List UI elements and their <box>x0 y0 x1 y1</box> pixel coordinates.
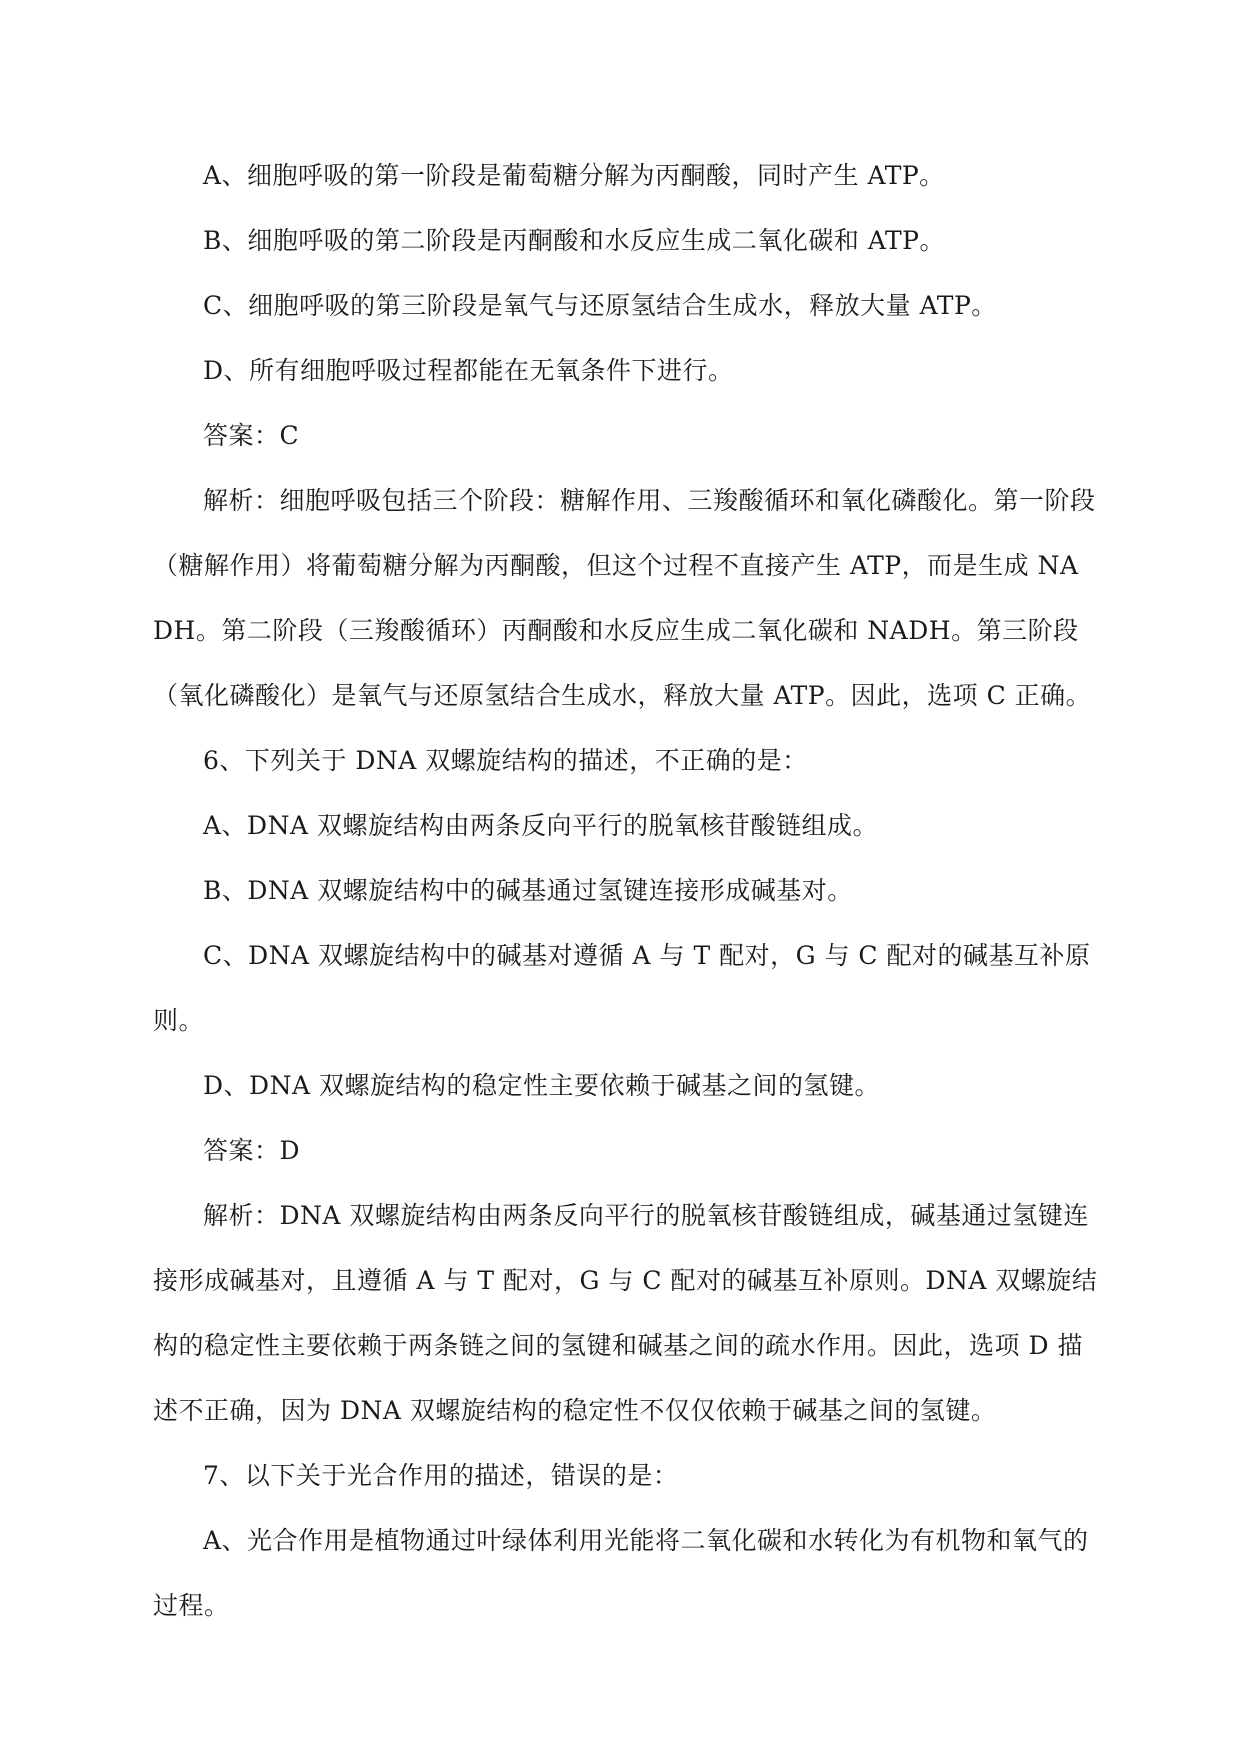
option-a-q7: A、光合作用是植物通过叶绿体利用光能将二氧化碳和水转化为有机物和氧气的过程。 <box>153 1526 1089 1620</box>
option-d-q6: D、DNA 双螺旋结构的稳定性主要依赖于碱基之间的氢键。 <box>203 1071 880 1100</box>
option-b-q5: B、细胞呼吸的第二阶段是丙酮酸和水反应生成二氧化碳和 ATP。 <box>203 226 946 255</box>
option-a-q6: A、DNA 双螺旋结构由两条反向平行的脱氧核苷酸链组成。 <box>203 811 878 840</box>
option-b-q6: B、DNA 双螺旋结构中的碱基通过氢键连接形成碱基对。 <box>203 876 853 905</box>
explanation-q5: 解析：细胞呼吸包括三个阶段：糖解作用、三羧酸循环和氧化磷酸化。第一阶段（糖解作用）将葡萄糖分解为丙酮酸，但这个过程不直接产生 ATP，而是生成 NADH。第二阶段（三羧酸循环）丙酮酸和水反应生成二氧化碳和 NADH。第三阶段（氧化磷酸化）是氧气与还原氢结合生成水，释放大量 ATP。因此，选项 C 正确。 <box>153 486 1096 710</box>
option-c-q6: C、DNA 双螺旋结构中的碱基对遵循 A 与 T 配对，G 与 C 配对的碱基互补原则。 <box>153 941 1091 1035</box>
option-c-q5: C、细胞呼吸的第三阶段是氧气与还原氢结合生成水，释放大量 ATP。 <box>203 291 997 320</box>
document-body <box>153 143 1098 1638</box>
option-d-q5: D、所有细胞呼吸过程都能在无氧条件下进行。 <box>203 356 734 385</box>
explanation-q6: 解析：DNA 双螺旋结构由两条反向平行的脱氧核苷酸链组成，碱基通过氢键连接形成碱基对，且遵循 A 与 T 配对，G 与 C 配对的碱基互补原则。DNA 双螺旋结构的稳定性主要依赖于两条链之间的氢键和碱基之间的疏水作用。因此，选项 D 描述不正确，因为 DNA 双螺旋结构的稳定性不仅仅依赖于碱基之间的氢键。 <box>153 1201 1098 1425</box>
question-7: 7、以下关于光合作用的描述，错误的是： <box>203 1461 679 1490</box>
answer-q6: 答案：D <box>203 1136 301 1165</box>
answer-q5: 答案：C <box>203 421 300 450</box>
question-6: 6、下列关于 DNA 双螺旋结构的描述，不正确的是： <box>203 746 808 775</box>
option-a-q5: A、细胞呼吸的第一阶段是葡萄糖分解为丙酮酸，同时产生 ATP。 <box>203 161 945 190</box>
